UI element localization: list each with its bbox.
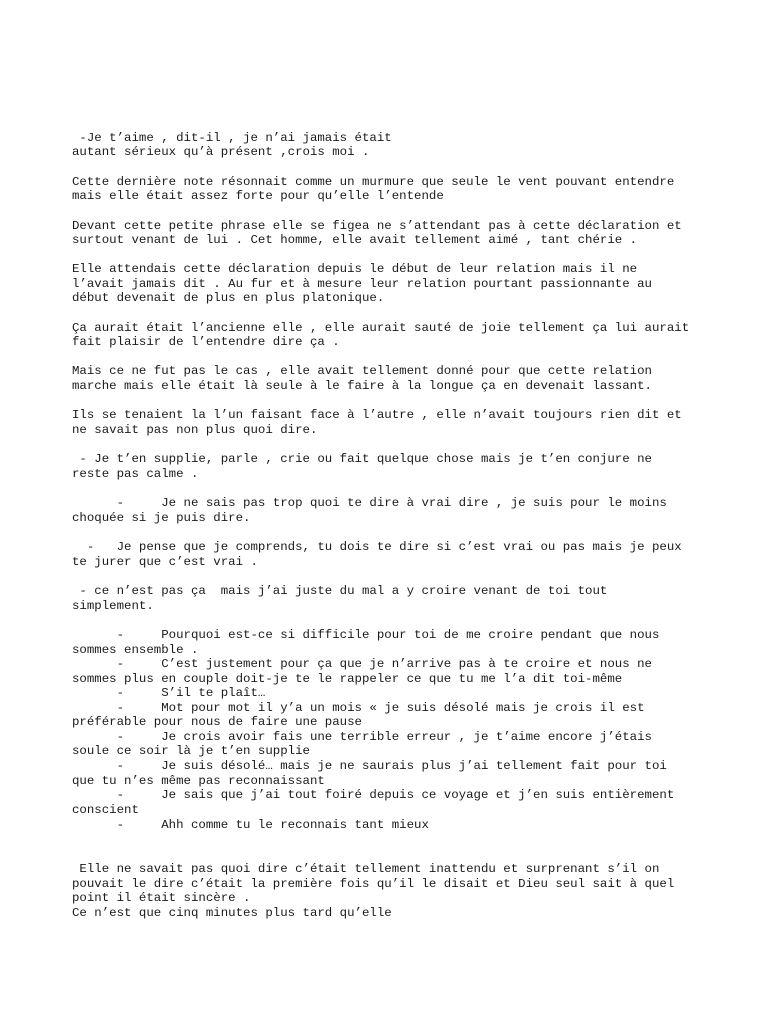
text-line: préférable pour nous de faire une pause (72, 715, 362, 729)
dialogue-line: - S’il te plaît… (72, 686, 266, 700)
text-line: que tu n’es même pas reconnaissant (72, 774, 325, 788)
text-line: Elle ne savait pas quoi dire c’était tellement inattendu et surprenant s’il on (72, 862, 660, 876)
text-line: sommes ensemble . (72, 643, 199, 657)
text-line: te jurer que c’est vrai . (72, 555, 258, 569)
text-line: ne savait pas non plus quoi dire. (72, 423, 318, 437)
text-line: point il était sincère . (72, 891, 251, 905)
dialogue-line: - C’est justement pour ça que je n’arrive pas à te croire et nous ne (72, 657, 652, 671)
text-line: reste pas calme . (72, 467, 199, 481)
text-line: Cette dernière note résonnait comme un murmure que seule le vent pouvant entendre (72, 175, 675, 189)
text-line: début devenait de plus en plus platonique. (72, 291, 385, 305)
text-line: simplement. (72, 599, 154, 613)
text-line: choquée si je puis dire. (72, 511, 251, 525)
text-line: fait plaisir de l’entendre dire ça . (72, 335, 340, 349)
text-line: pouvait le dire c’était la première fois qu’il le disait et Dieu seul sait à quel (72, 877, 675, 891)
text-line: soule ce soir là je t’en supplie (72, 744, 310, 758)
dialogue-line: - Je ne sais pas trop quoi te dire à vrai dire , je suis pour le moins (72, 496, 667, 510)
text-line: Ce n’est que cinq minutes plus tard qu’elle (72, 906, 392, 920)
dialogue-line: - Je crois avoir fais une terrible erreur , je t’aime encore j’étais (72, 730, 652, 744)
text-line: conscient (72, 803, 139, 817)
text-line: Devant cette petite phrase elle se figea ne s’attendant pas à cette déclaration et (72, 219, 682, 233)
dialogue-line: - Ahh comme tu le reconnais tant mieux (72, 818, 429, 832)
text-line: -Je t’aime , dit-il , je n’ai jamais était (72, 131, 392, 145)
dialogue-line: - Je pense que je comprends, tu dois te dire si c’est vrai ou pas mais je peux (72, 540, 682, 554)
text-line: Mais ce ne fut pas le cas , elle avait tellement donné pour que cette relation (72, 364, 652, 378)
text-line: sommes plus en couple doit-je te le rappeler ce que tu me l’a dit toi-même (72, 672, 623, 686)
text-line: Ça aurait était l’ancienne elle , elle aurait sauté de joie tellement ça lui aurait (72, 321, 690, 335)
dialogue-line: - Pourquoi est-ce si difficile pour toi de me croire pendant que nous (72, 628, 660, 642)
dialogue-line: - ce n’est pas ça mais j’ai juste du mal a y croire venant de toi tout (72, 584, 608, 598)
dialogue-line: - Je suis désolé… mais je ne saurais plus j’ai tellement fait pour toi (72, 759, 667, 773)
text-line: - Je t’en supplie, parle , crie ou fait quelque chose mais je t’en conjure ne (72, 452, 652, 466)
text-line: mais elle était assez forte pour qu’elle l’entende (72, 189, 444, 203)
text-line: surtout venant de lui . Cet homme, elle avait tellement aimé , tant chérie . (72, 233, 638, 247)
dialogue-line: - Je sais que j’ai tout foiré depuis ce voyage et j’en suis entièrement (72, 788, 675, 802)
text-line: l’avait jamais dit . Au fur et à mesure leur relation pourtant passionnante au (72, 277, 652, 291)
text-line: marche mais elle était là seule à le faire à la longue ça en devenait lassant. (72, 379, 652, 393)
text-line: Elle attendais cette déclaration depuis le début de leur relation mais il ne (72, 262, 638, 276)
dialogue-line: - Mot pour mot il y’a un mois « je suis désolé mais je crois il est (72, 701, 645, 715)
text-line: Ils se tenaient la l’un faisant face à l’autre , elle n’avait toujours rien dit et (72, 408, 682, 422)
text-line: autant sérieux qu’à présent ,crois moi . (72, 145, 370, 159)
